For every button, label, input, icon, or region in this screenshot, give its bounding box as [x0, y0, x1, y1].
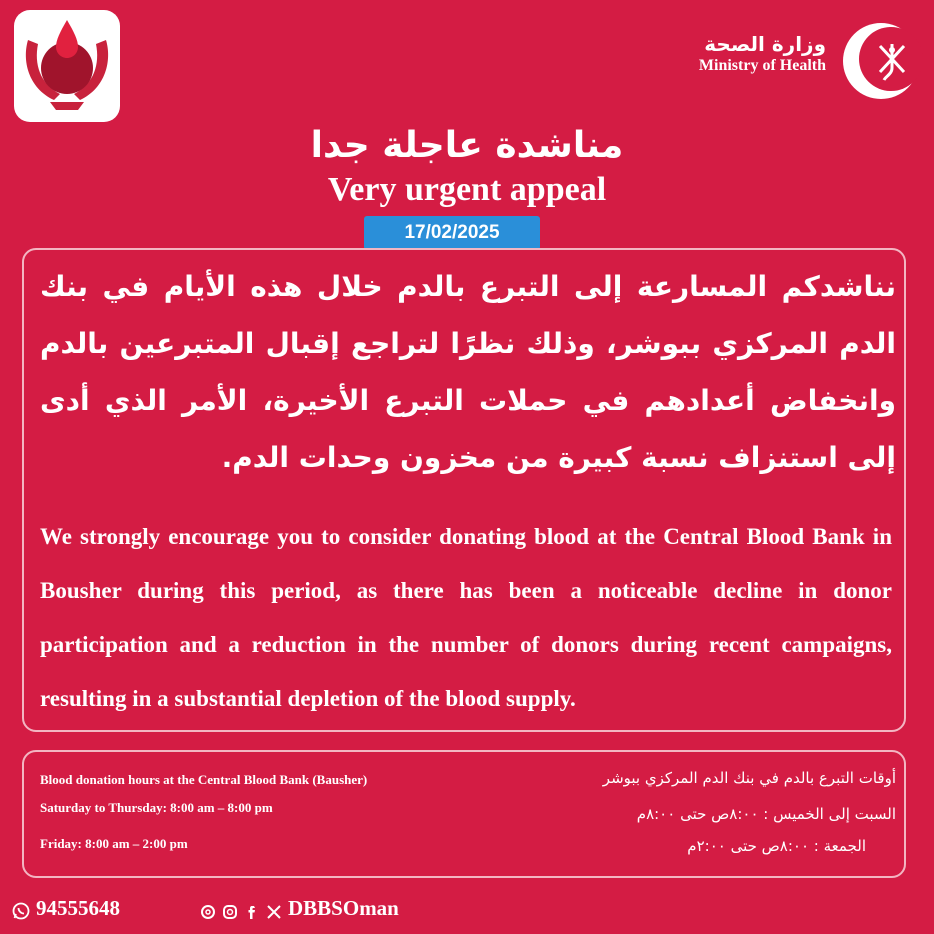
- social-handle-text: DBBSOman: [288, 896, 399, 920]
- hours-english: [40, 770, 367, 854]
- hours-friday-ar: الجمعة : ٨:٠٠ص حتى ٢:٠٠م: [687, 837, 866, 855]
- whatsapp-icon: [12, 901, 28, 917]
- hours-weekdays-en: Saturday to Thursday: 8:00 am – 8:00 pm: [40, 800, 273, 815]
- hours-title-ar: أوقات التبرع بالدم في بنك الدم المركزي ببوشر: [602, 769, 896, 787]
- ministry-name-ar: وزارة الصحة: [704, 32, 826, 56]
- date-badge: 17/02/2025: [364, 216, 540, 250]
- title-english: Very urgent appeal: [327, 171, 607, 208]
- appeal-text-arabic: نناشدكم المسارعة إلى التبرع بالدم خلال هذه الأيام في بنك الدم المركزي ببوشر، وذلك نظرًا لتراجع إقبال المتبرعين بالدم وانخفاض أعدادهم في حملات التبرع الأخيرة، الأمر الذي أدى إلى استنزاف نسبة كبيرة من مخزون وحدات الدم.: [40, 270, 896, 474]
- phone-contact[interactable]: [12, 896, 120, 921]
- blood-bank-logo: [14, 10, 120, 122]
- hours-title-en: Blood donation hours at the Central Blood Bank (Bausher): [40, 772, 368, 787]
- facebook-icon: [244, 901, 260, 917]
- ministry-name: [699, 32, 826, 76]
- threads-icon: [200, 901, 216, 917]
- phone-number: 94555648: [36, 896, 120, 920]
- ministry-name-en: Ministry of Health: [698, 57, 826, 74]
- hours-friday-en: Friday: 8:00 am – 2:00 pm: [40, 836, 188, 851]
- footer: [0, 896, 934, 928]
- appeal-text-english: We strongly encourage you to consider donating blood at the Central Blood Bank in Bousher during this period, as there has been a noticeable decline in donor participation and a reduction in the number of donors during recent campaigns, resulting in a substantial depletion of the blood supply.: [40, 524, 892, 711]
- hours-arabic: [603, 766, 896, 858]
- ministry-crescent-emblem-icon: [836, 16, 926, 110]
- social-handle[interactable]: [200, 896, 399, 921]
- title-arabic: مناشدة عاجلة جدا: [310, 125, 624, 166]
- x-icon: [266, 901, 282, 917]
- instagram-icon: [222, 901, 238, 917]
- hours-weekdays-ar: السبت إلى الخميس : ٨:٠٠ص حتى ٨:٠٠م: [636, 805, 896, 823]
